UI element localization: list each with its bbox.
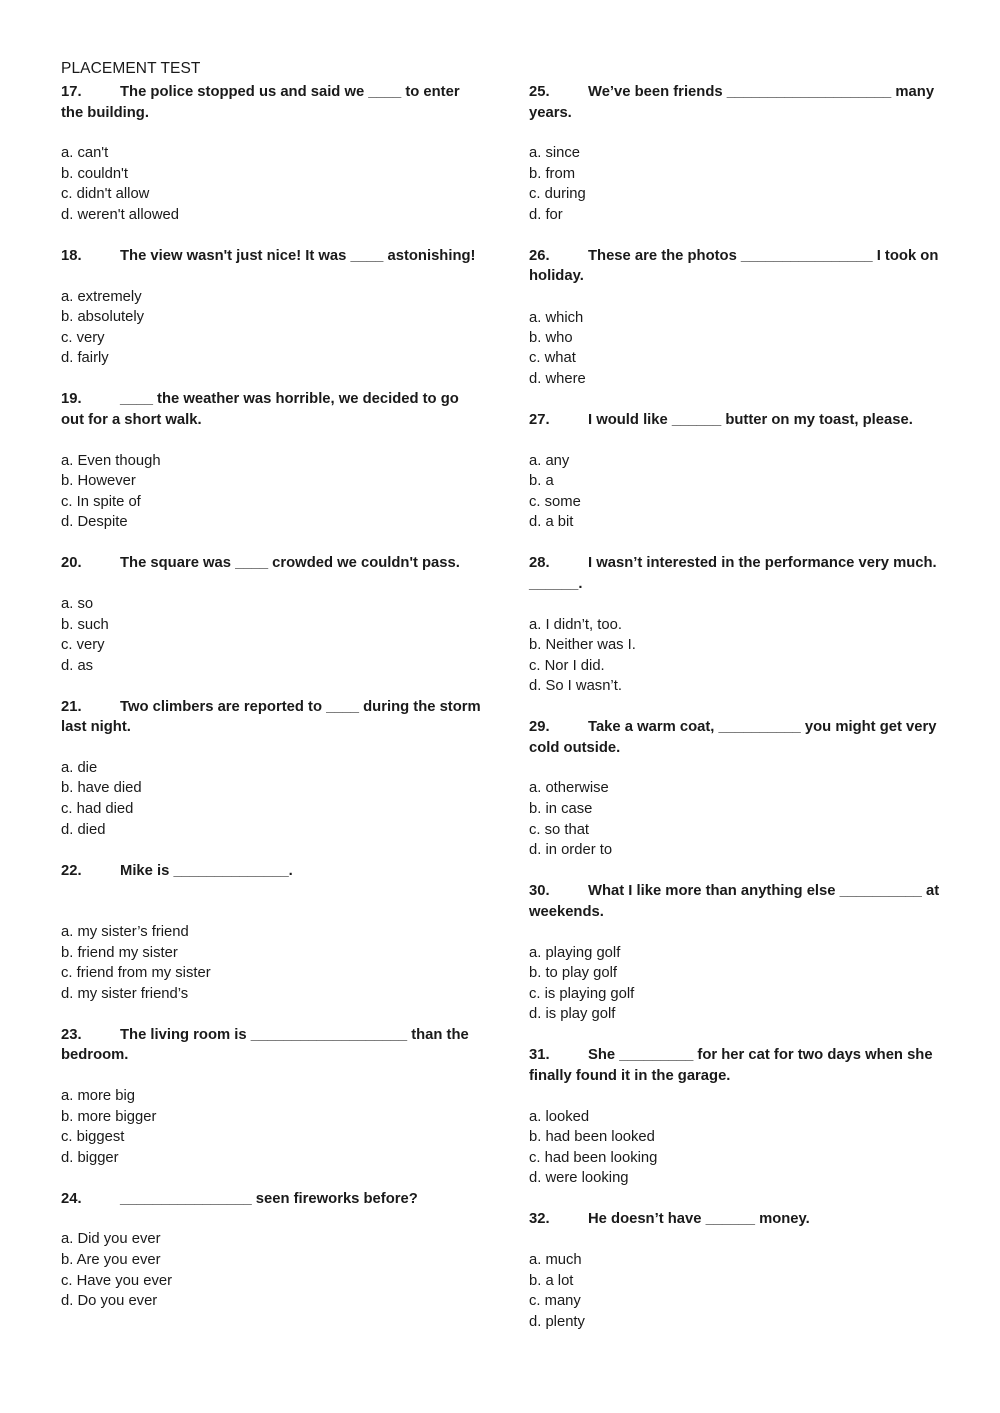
question-26-option-d[interactable]: d. where bbox=[529, 371, 586, 387]
question-29-option-c[interactable]: c. so that bbox=[529, 821, 590, 838]
question-30-option-d[interactable]: d. is play golf bbox=[529, 1006, 616, 1022]
question-18-option-a[interactable]: a. extremely bbox=[61, 288, 142, 305]
question-17-option-b[interactable]: b. couldn't bbox=[61, 165, 128, 182]
question-21-option-b[interactable]: b. have died bbox=[61, 780, 142, 796]
question-21-option-a[interactable]: a. die bbox=[61, 759, 98, 776]
question-27-option-b[interactable]: b. a bbox=[529, 473, 554, 489]
question-29-prompt: 29. Take a warm coat, __________ you might get very cold outside. bbox=[529, 719, 937, 756]
question-27-prompt: 27. I would like ______ butter on my toast, please. bbox=[529, 412, 913, 428]
question-22-option-c[interactable]: c. friend from my sister bbox=[61, 965, 211, 981]
question-22-option-b[interactable]: b. friend my sister bbox=[61, 944, 178, 961]
question-22-option-a[interactable]: a. my sister’s friend bbox=[61, 924, 189, 940]
question-19-option-c[interactable]: c. In spite of bbox=[61, 493, 141, 510]
question-20-prompt: 20. The square was ____ crowded we couldn't pass. bbox=[61, 555, 460, 571]
question-30-option-b[interactable]: b. to play golf bbox=[529, 965, 618, 981]
question-28-option-c[interactable]: c. Nor I did. bbox=[529, 657, 605, 674]
question-27-option-a[interactable]: a. any bbox=[529, 453, 570, 469]
question-28-option-a[interactable]: a. I didn’t, too. bbox=[529, 616, 622, 633]
question-24-option-d[interactable]: d. Do you ever bbox=[61, 1293, 158, 1309]
question-30-prompt: 30. What I like more than anything else __________ at weekends. bbox=[529, 883, 940, 920]
question-19-option-a[interactable]: a. Even though bbox=[61, 452, 161, 469]
question-20-option-b[interactable]: b. such bbox=[61, 616, 109, 633]
question-27-option-c[interactable]: c. some bbox=[529, 493, 581, 510]
question-21-prompt: 21. Two climbers are reported to ____ during the storm last night. bbox=[61, 698, 481, 735]
question-24-option-c[interactable]: c. Have you ever bbox=[61, 1272, 173, 1289]
question-18-prompt: 18. The view wasn't just nice! It was ____ astonishing! bbox=[61, 247, 476, 264]
question-26-option-a[interactable]: a. which bbox=[529, 309, 584, 326]
question-19-option-b[interactable]: b. However bbox=[61, 473, 136, 489]
question-18-option-b[interactable]: b. absolutely bbox=[61, 309, 145, 325]
question-23-option-c[interactable]: c. biggest bbox=[61, 1129, 125, 1145]
question-24-option-b[interactable]: b. Are you ever bbox=[61, 1252, 161, 1268]
question-21-option-d[interactable]: d. died bbox=[61, 821, 106, 838]
question-26-option-b[interactable]: b. who bbox=[529, 329, 573, 346]
question-20-option-a[interactable]: a. so bbox=[61, 596, 94, 612]
question-32-option-d[interactable]: d. plenty bbox=[529, 1314, 585, 1330]
question-25-option-c[interactable]: c. during bbox=[529, 186, 586, 202]
question-28-prompt: 28. I wasn’t interested in the performance very much. ______. bbox=[529, 555, 937, 592]
question-18-option-d[interactable]: d. fairly bbox=[61, 350, 109, 366]
question-32-option-c[interactable]: c. many bbox=[529, 1293, 581, 1309]
question-24-prompt: 24. ________________ seen fireworks before? bbox=[61, 1190, 418, 1207]
question-29-option-a[interactable]: a. otherwise bbox=[529, 780, 609, 796]
question-25-option-b[interactable]: b. from bbox=[529, 165, 576, 182]
question-32-option-a[interactable]: a. much bbox=[529, 1252, 582, 1268]
question-31-option-c[interactable]: c. had been looking bbox=[529, 1149, 658, 1166]
question-23-prompt: 23. The living room is ___________________ than the bedroom. bbox=[61, 1026, 469, 1063]
question-31-option-d[interactable]: d. were looking bbox=[529, 1170, 629, 1186]
question-23-option-d[interactable]: d. bigger bbox=[61, 1149, 119, 1166]
question-32-prompt: 32. He doesn’t have ______ money. bbox=[529, 1211, 810, 1227]
question-17-option-a[interactable]: a. can't bbox=[61, 145, 109, 161]
question-30-option-a[interactable]: a. playing golf bbox=[529, 944, 621, 961]
question-20-option-c[interactable]: c. very bbox=[61, 637, 105, 653]
question-28-option-d[interactable]: d. So I wasn’t. bbox=[529, 678, 622, 694]
question-18-option-c[interactable]: c. very bbox=[61, 329, 105, 346]
question-31-prompt: 31. She _________ for her cat for two days when she finally found it in the garage. bbox=[529, 1047, 933, 1084]
question-31-option-a[interactable]: a. looked bbox=[529, 1108, 590, 1125]
page-title: PLACEMENT TEST bbox=[61, 60, 201, 77]
question-25-prompt: 25. We’ve been friends ____________________ many years. bbox=[529, 84, 935, 121]
question-26-option-c[interactable]: c. what bbox=[529, 350, 576, 366]
question-19-prompt: 19. ____ the weather was horrible, we decided to go out for a short walk. bbox=[61, 391, 459, 428]
question-23-option-b[interactable]: b. more bigger bbox=[61, 1108, 157, 1125]
question-22-prompt: 22. Mike is ______________. bbox=[61, 862, 293, 879]
question-31-option-b[interactable]: b. had been looked bbox=[529, 1129, 655, 1145]
question-30-option-c[interactable]: c. is playing golf bbox=[529, 985, 635, 1002]
question-20-option-d[interactable]: d. as bbox=[61, 657, 94, 674]
question-22-option-d[interactable]: d. my sister friend’s bbox=[61, 985, 189, 1002]
question-29-option-b[interactable]: b. in case bbox=[529, 800, 593, 817]
question-17-option-c[interactable]: c. didn't allow bbox=[61, 186, 150, 202]
question-28-option-b[interactable]: b. Neither was I. bbox=[529, 637, 636, 653]
question-29-option-d[interactable]: d. in order to bbox=[529, 842, 613, 858]
question-19-option-d[interactable]: d. Despite bbox=[61, 514, 128, 530]
question-25-option-d[interactable]: d. for bbox=[529, 206, 563, 223]
question-17-prompt: 17. The police stopped us and said we ____ to enter the building. bbox=[61, 84, 460, 121]
question-21-option-c[interactable]: c. had died bbox=[61, 800, 134, 817]
question-24-option-a[interactable]: a. Did you ever bbox=[61, 1231, 161, 1247]
question-25-option-a[interactable]: a. since bbox=[529, 145, 580, 161]
question-17-option-d[interactable]: d. weren't allowed bbox=[61, 206, 179, 223]
question-23-option-a[interactable]: a. more big bbox=[61, 1088, 136, 1104]
question-26-prompt: 26. These are the photos ________________ I took on holiday. bbox=[529, 247, 939, 284]
question-32-option-b[interactable]: b. a lot bbox=[529, 1272, 574, 1289]
question-27-option-d[interactable]: d. a bit bbox=[529, 514, 574, 530]
